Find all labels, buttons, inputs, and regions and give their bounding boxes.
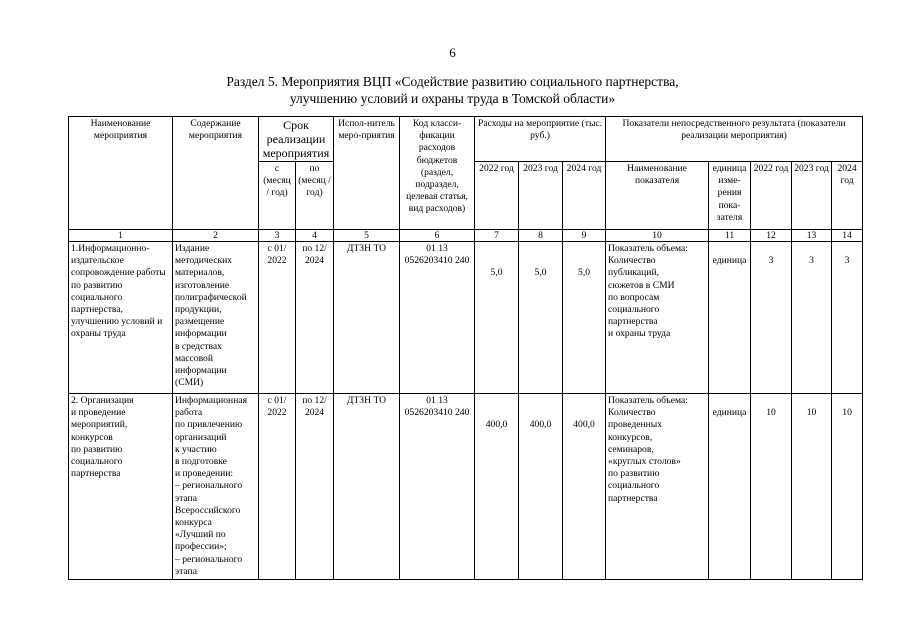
- column-number: 8: [519, 230, 563, 242]
- activity-name: 2. Организация и проведение мероприятий, конкурсов по развитию социального партнерства: [69, 394, 173, 580]
- indicator-2023: 3: [792, 242, 832, 394]
- term-from: с 01/ 2022: [259, 394, 296, 580]
- activity-name: 1.Информационно-издательское сопровождение работы по развитию социального партнерства, улучшению условий и охраны труда: [69, 242, 173, 394]
- header-expense-2024: 2024 год: [563, 162, 606, 230]
- expense-2023: 5,0: [519, 242, 563, 394]
- column-number: 10: [606, 230, 709, 242]
- activity-content: Издание методических материалов, изготовление полиграфической продукции, размещение информации в средствах массовой информации (СМИ): [173, 242, 259, 394]
- expense-2022: 400,0: [475, 394, 519, 580]
- column-number: 3: [259, 230, 296, 242]
- header-indicator-name: Наименование показателя: [606, 162, 709, 230]
- budget-code: 01 13 0526203410 240: [400, 394, 475, 580]
- column-number: 9: [563, 230, 606, 242]
- header-expense-2022: 2022 год: [475, 162, 519, 230]
- term-from: с 01/ 2022: [259, 242, 296, 394]
- indicator-2022: 10: [751, 394, 792, 580]
- column-number: 7: [475, 230, 519, 242]
- header-term-from: с (месяц / год): [259, 162, 296, 230]
- expense-2022: 5,0: [475, 242, 519, 394]
- column-number: 13: [792, 230, 832, 242]
- column-number: 4: [296, 230, 334, 242]
- expense-2023: 400,0: [519, 394, 563, 580]
- header-content: Содержание мероприятия: [173, 117, 259, 230]
- indicator-unit: единица: [709, 242, 751, 394]
- expense-2024: 400,0: [563, 394, 606, 580]
- indicator-2024: 10: [832, 394, 863, 580]
- table-row: [69, 242, 863, 394]
- indicator-2023: 10: [792, 394, 832, 580]
- column-number: 6: [400, 230, 475, 242]
- table-row: [69, 394, 863, 580]
- header-indicator-unit: единица изме-рения пока-зателя: [709, 162, 751, 230]
- header-indicator-2022: 2022 год: [751, 162, 792, 230]
- column-number: 11: [709, 230, 751, 242]
- executor: ДТЗН ТО: [334, 242, 400, 394]
- column-number: 5: [334, 230, 400, 242]
- activities-table: [68, 116, 863, 580]
- indicator-name: Показатель объема: Количество проведенных конкурсов, семинаров, «круглых столов» по развитию социального партнерства: [606, 394, 709, 580]
- budget-code: 01 13 0526203410 240: [400, 242, 475, 394]
- section-title: [130, 73, 775, 107]
- title-line-2: улучшению условий и охраны труда в Томской области»: [289, 91, 616, 106]
- header-expenses: Расходы на мероприятие (тыс. руб.): [475, 117, 606, 162]
- term-to: по 12/ 2024: [296, 394, 334, 580]
- indicator-2022: 3: [751, 242, 792, 394]
- column-number: 12: [751, 230, 792, 242]
- header-term: Срок реализации мероприятия: [259, 117, 334, 162]
- header-indicator-2023: 2023 год: [792, 162, 832, 230]
- column-number: 1: [69, 230, 173, 242]
- title-line-1: Раздел 5. Мероприятия ВЦП «Содействие развитию социального партнерства,: [226, 74, 679, 89]
- header-executor: Испол-нитель меро-приятия: [334, 117, 400, 230]
- activity-content: Информационная работа по привлечению организаций к участию в подготовке и проведении: – регионального этапа Всероссийского конкурса «Лучший по профессии»; – регионального этапа: [173, 394, 259, 580]
- column-number-row: [69, 230, 863, 242]
- indicator-unit: единица: [709, 394, 751, 580]
- header-code: Код класси-фикации расходов бюджетов (раздел, подраздел, целевая статья, вид расходов): [400, 117, 475, 230]
- column-number: 2: [173, 230, 259, 242]
- indicator-2024: 3: [832, 242, 863, 394]
- header-expense-2023: 2023 год: [519, 162, 563, 230]
- term-to: по 12/ 2024: [296, 242, 334, 394]
- page-number: 6: [449, 45, 456, 60]
- executor: ДТЗН ТО: [334, 394, 400, 580]
- header-name: Наименование мероприятия: [69, 117, 173, 230]
- indicator-name: Показатель объема: Количество публикаций, сюжетов в СМИ по вопросам социального партнерства и охраны труда: [606, 242, 709, 394]
- header-indicator-2024: 2024 год: [832, 162, 863, 230]
- column-number: 14: [832, 230, 863, 242]
- header-term-to: по (месяц / год): [296, 162, 334, 230]
- header-indicators: Показатели непосредственного результата (показатели реализации мероприятия): [606, 117, 863, 162]
- expense-2024: 5,0: [563, 242, 606, 394]
